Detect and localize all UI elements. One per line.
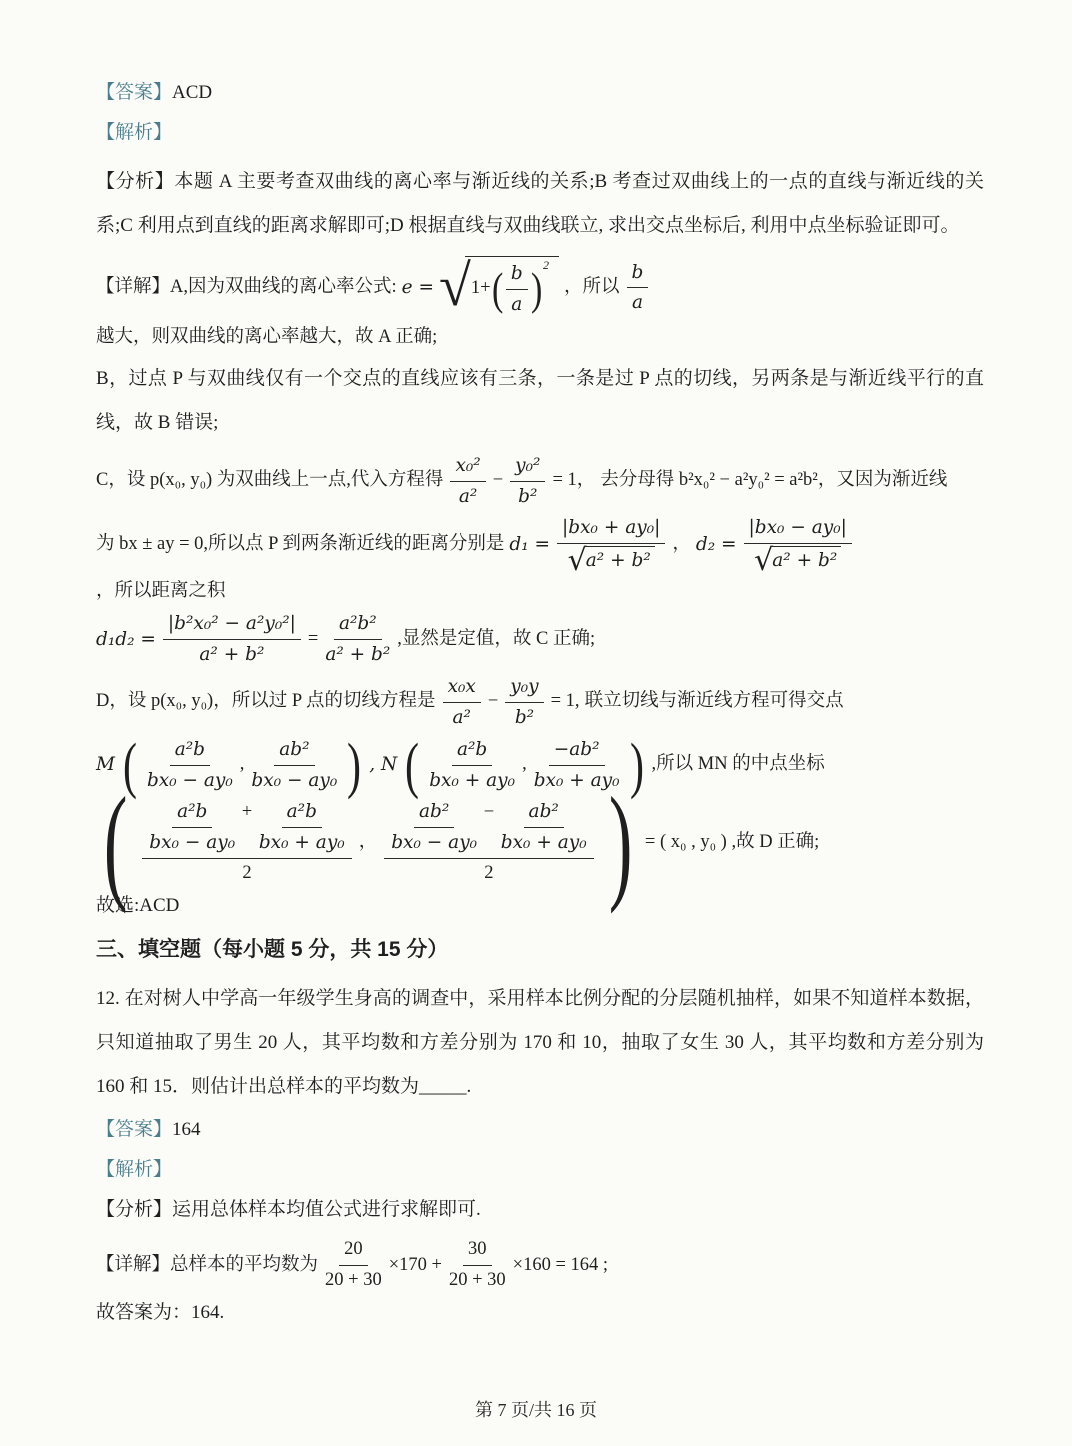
line-asym-pre: 为 bx ± ay = 0,所以点 P 到两条渐近线的距离分别是	[96, 533, 505, 554]
comma: ，	[672, 533, 691, 554]
q12-answer-line	[96, 1117, 984, 1143]
question-12: 12. 在对树人中学高一年级学生身高的调查中，采用样本比例分配的分层随机抽样，如果不知道样本数据，只知道抽取了男生 20 人，其平均数和方差分别为 170 和 10，抽取了女生 30 人，其平均数和方差分别为 160 和 15．则估计出总样本的平均数为_____.	[96, 988, 984, 1098]
fraction	[505, 674, 543, 731]
denominator: a	[511, 293, 523, 315]
fraction	[744, 515, 852, 578]
numerator: a²b	[172, 799, 212, 828]
line-asym-post: ，所以距离之积	[96, 581, 226, 602]
answer-value: ACD	[172, 82, 213, 103]
fraction	[142, 799, 351, 887]
fraction	[149, 799, 235, 856]
analysis-label-line	[96, 120, 984, 146]
fraction	[501, 799, 587, 856]
q12-detail-line	[96, 1237, 984, 1294]
line-mn-post: ,所以 MN 的中点坐标	[651, 754, 825, 775]
page-footer: 第 7 页/共 16 页	[474, 1400, 597, 1420]
answer-label: 【答案】	[96, 1119, 173, 1141]
q12-analysis-label-line	[96, 1157, 984, 1183]
times-160-result: ×160 = 164 ;	[512, 1254, 609, 1275]
denominator: a² + b²	[325, 644, 391, 666]
answer-line	[96, 80, 984, 106]
denominator: bx₀ − ay₀	[146, 769, 233, 791]
numerator: ab²	[274, 737, 314, 766]
line-asymptote	[96, 515, 984, 605]
plus-sign: +	[241, 802, 253, 823]
jiexi-label: 【解析】	[96, 122, 173, 143]
fraction	[429, 737, 515, 794]
denominator: a² + b²	[199, 644, 265, 666]
square-root	[438, 253, 559, 320]
fraction	[506, 261, 528, 318]
d1-lhs: d₁ =	[509, 533, 551, 555]
numerator: ab²	[414, 799, 454, 828]
fraction	[384, 799, 593, 887]
fraction	[325, 1237, 382, 1294]
denominator: 20 + 30	[448, 1270, 506, 1291]
line-midpoint: ( $\frac{\text{a²b}}{\text{bx₀ − ay₀}}$ + $\frac{\text{a²b}}{\text{bx₀ + ay₀}}$ 2 ， $\frac{\text{ab²}}{\text{bx₀ − ay₀}}$ − $\frac{\text{ab²}}{\text{bx₀ + ay₀}}$ 2 ) = ( x₀ , y₀ ) ,故 D 正确;	[103, 770, 820, 915]
radicand: 1+ ( $\frac{b}{a}$ ) $^2$	[465, 256, 559, 320]
radical-glyph: √	[567, 542, 587, 578]
analysis-paragraph: 【分析】本题 A 主要考查双曲线的离心率与渐近线的关系;B 考查过双曲线上的一点的直线与渐近线的关系;C 利用点到直线的距离求解即可;D 根据直线与双曲线联立, 求出交点坐标后, 利用中点坐标验证即可。	[96, 171, 984, 236]
point-m-label: M	[96, 754, 115, 776]
denominator: b²	[518, 485, 538, 507]
d2-lhs: d₂ =	[695, 533, 737, 555]
denominator	[567, 542, 655, 578]
fraction	[251, 737, 337, 794]
denominator: b²	[514, 706, 535, 728]
q12-final-line: 故答案为：164.	[96, 1301, 225, 1323]
line-midpoint-post: = ( x₀ , y₀ ) ,故 D 正确;	[644, 832, 820, 853]
numerator	[142, 799, 351, 859]
section-heading: 三、填空题（每小题 5 分，共 15 分）	[96, 938, 449, 962]
denominator: bx₀ + ay₀	[533, 769, 620, 791]
line-a-pre: 【详解】A,因为双曲线的离心率公式:	[96, 276, 397, 297]
denominator: bx₀ − ay₀	[149, 832, 236, 854]
line-d1d2-post: ,显然是定值，故 C 正确;	[397, 628, 596, 649]
numerator: a²b	[170, 737, 210, 766]
line-d-post: 联立切线与渐近线方程可得交点	[584, 691, 844, 712]
comma: ，	[358, 832, 378, 853]
fraction	[534, 737, 620, 794]
fraction	[510, 453, 545, 510]
denominator: 2	[242, 863, 252, 884]
comma: ,	[522, 754, 527, 775]
denominator: a²	[452, 706, 471, 728]
line-c-post: 去分母得 b²x₀² − a²y₀² = a²b²，又因为渐近线	[600, 470, 948, 491]
fraction	[163, 611, 301, 668]
answer-label: 【答案】	[96, 82, 173, 103]
numerator: x₀x	[443, 674, 481, 703]
equals-one: = 1，	[552, 470, 596, 491]
numerator: y₀²	[510, 453, 545, 482]
denominator: bx₀ + ay₀	[258, 832, 345, 854]
minus-sign: −	[487, 691, 499, 712]
point-n-label: , N	[369, 754, 398, 776]
line-a-mid: ，所以	[564, 276, 620, 297]
fraction	[391, 799, 477, 856]
numerator: |bx₀ + ay₀|	[557, 515, 665, 544]
fraction	[259, 799, 345, 856]
numerator	[384, 799, 593, 859]
numerator: x₀²	[450, 453, 485, 482]
jiexi-label: 【解析】	[96, 1159, 173, 1181]
fraction	[325, 611, 390, 668]
d1d2-lhs: d₁d₂ =	[96, 628, 156, 650]
q12-analysis: 【分析】运用总体样本均值公式进行求解即可.	[96, 1199, 481, 1221]
radicand-pre: 1+	[470, 278, 491, 299]
fraction	[557, 515, 665, 578]
denominator: a	[631, 292, 643, 314]
numerator: a²b	[282, 799, 322, 828]
numerator: |b²x₀² − a²y₀²|	[163, 611, 301, 640]
detail-line-a	[96, 253, 984, 351]
fraction	[147, 737, 233, 794]
line-a-post: 越大，则双曲线的离心率越大，故 A 正确;	[96, 326, 438, 347]
numerator: 20	[339, 1237, 368, 1266]
numerator: a²b	[452, 737, 492, 766]
line-d1d2	[96, 611, 984, 668]
minus-sign: −	[483, 802, 495, 823]
fraction	[449, 1237, 506, 1294]
denominator	[754, 542, 841, 578]
line-a-lhs: e =	[401, 276, 434, 298]
numerator: y₀y	[505, 674, 543, 703]
denominator: bx₀ + ay₀	[429, 769, 516, 791]
denominator: bx₀ − ay₀	[391, 832, 478, 854]
minus-sign: −	[492, 470, 504, 491]
radicand: a² + b²	[584, 546, 655, 574]
fraction	[450, 453, 485, 510]
conclusion-line: 故选:ACD	[96, 895, 180, 917]
exponent: 2	[543, 258, 550, 272]
denominator: bx₀ + ay₀	[500, 832, 587, 854]
comma: ,	[239, 754, 245, 775]
numerator: |bx₀ − ay₀|	[744, 515, 852, 544]
times-170: ×170 +	[388, 1254, 442, 1275]
fraction	[627, 260, 649, 317]
denominator: a²	[458, 485, 478, 507]
fraction	[443, 674, 481, 731]
line-mn: M ( $\frac{\text{a²b}}{\text{bx₀ − ay₀}}$ , $\frac{\text{ab²}}{\text{bx₀ − ay₀}}$ ) , N ( $\frac{\text{a²b}}{\text{bx₀ + ay₀}}$ , $\frac{\text{−ab²}}{\text{bx₀ + ay₀}}$ ) ,所以 MN 的中点坐标	[96, 730, 825, 800]
radical-glyph: √	[754, 542, 774, 578]
line-b: B，过点 P 与双曲线仅有一个交点的直线应该有三条，一条是过 P 点的切线，另两条是与渐近线平行的直线，故 B 错误;	[96, 367, 984, 433]
numerator: ab²	[524, 799, 564, 828]
equals-sign: =	[307, 628, 319, 649]
answer-value: 164	[172, 1119, 201, 1141]
numerator: b	[627, 260, 649, 289]
line-d	[96, 674, 984, 731]
denominator: bx₀ − ay₀	[251, 769, 338, 791]
line-d-pre: D，设 p(x₀, y₀)，所以过 P 点的切线方程是	[96, 691, 436, 712]
numerator: a²b²	[334, 611, 382, 640]
numerator: b	[506, 261, 528, 290]
line-c-pre: C，设 p(x₀, y₀) 为双曲线上一点,代入方程得	[96, 470, 444, 491]
numerator: 30	[463, 1237, 492, 1266]
line-c	[96, 453, 984, 510]
denominator: 20 + 30	[325, 1270, 382, 1291]
q12-detail-pre: 【详解】总样本的平均数为	[96, 1254, 319, 1275]
equals-one: = 1,	[550, 691, 580, 712]
radical-glyph: √	[438, 253, 471, 319]
denominator: 2	[484, 863, 494, 884]
numerator: −ab²	[549, 737, 605, 766]
radicand: a² + b²	[770, 546, 841, 574]
